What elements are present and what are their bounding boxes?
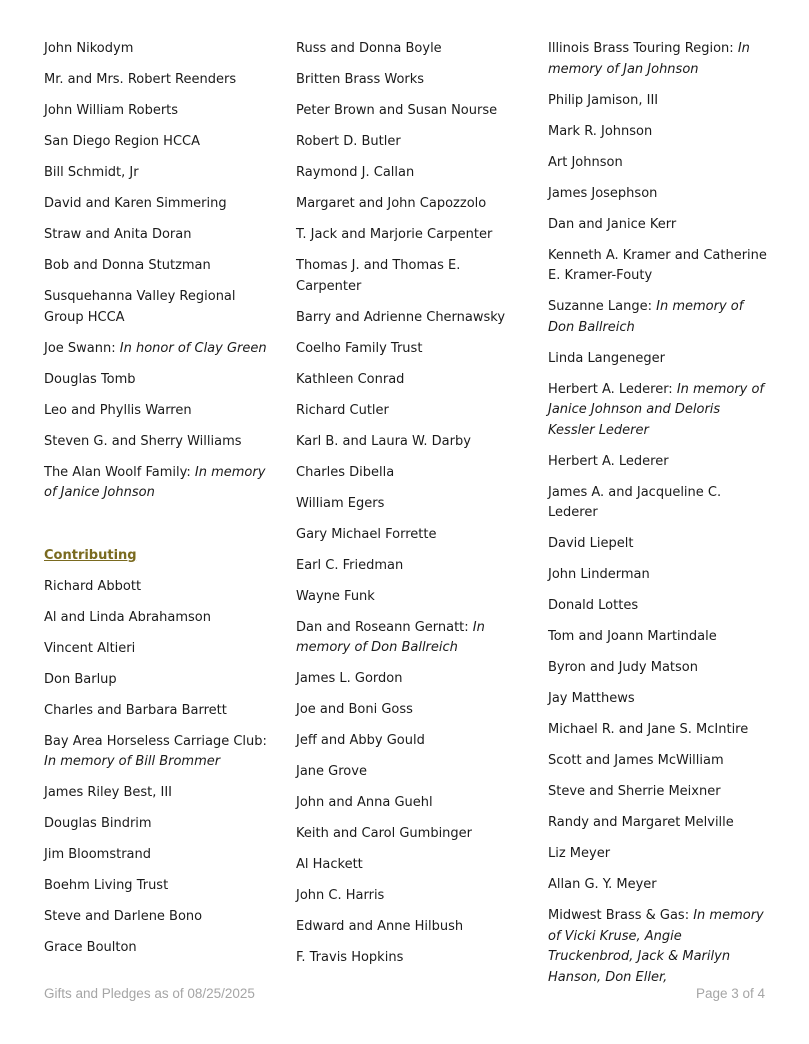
donor-entry [296,618,524,659]
donor-entry [548,452,770,473]
donor-entry [548,813,770,834]
donor-entry [44,938,272,959]
donor-entry [548,596,770,617]
donor-dedication: In memory of Don Ballreich [296,619,485,655]
donor-entry [296,886,524,907]
donor-name: Al Hackett [296,857,363,872]
donor-name: Don Barlup [44,671,117,687]
donor-entry [548,297,770,338]
donor-name: Tom and Joann Martindale [548,629,717,644]
donor-entry [44,577,272,598]
donor-entry [548,565,770,586]
donor-name: Bay Area Horseless Carriage Club: [44,733,267,749]
donor-list [44,39,272,504]
donor-entry [44,370,272,391]
donor-entry [44,39,272,60]
donor-name: San Diego Region HCCA [44,134,201,149]
donor-name: Steve and Darlene Bono [44,909,203,924]
donor-entry [296,525,524,546]
donor-name: Bob and Donna Stutzman [44,258,211,273]
donor-name: The Alan Woolf Family: [44,464,195,480]
donor-name: Boehm Living Trust [44,878,169,893]
donor-name: Steven G. and Sherry Williams [44,433,242,449]
donor-entry [44,101,272,122]
donor-entry [296,463,524,484]
donor-name: Art Johnson [548,154,623,170]
donor-entry [548,122,770,143]
donor-entry [296,587,524,608]
donor-name: John Nikodym [44,41,134,56]
donor-entry [44,701,272,722]
donor-entry [296,731,524,752]
donor-entry [296,401,524,422]
donor-name: John William Roberts [44,103,179,118]
donor-name: Bill Schmidt, Jr [44,165,139,180]
donor-name: Jim Bloomstrand [44,847,152,862]
donor-name: Jane Grove [296,764,367,779]
donor-name: Gary Michael Forrette [296,526,437,542]
donor-name: John Linderman [548,567,650,582]
section-heading-contributing: Contributing [44,547,137,563]
donor-name: Vincent Altieri [44,640,136,656]
donor-name: John C. Harris [296,888,385,903]
donor-entry [296,556,524,577]
donor-dedication: In memory of Jan Johnson [548,41,750,77]
donor-entry [296,432,524,453]
donor-name: Richard Cutler [296,402,389,418]
donor-entry [44,194,272,215]
donor-entry [548,627,770,648]
donor-name: Scott and James McWilliam [548,753,724,768]
donor-entry [44,70,272,91]
donor-name: Wayne Funk [296,588,375,604]
donor-name: Grace Boulton [44,940,137,955]
donor-entry [296,494,524,515]
donor-entry [44,256,272,277]
donor-entry [296,855,524,876]
donor-entry [548,215,770,236]
donor-name: Douglas Bindrim [44,816,152,831]
donor-name: Robert D. Butler [296,134,401,149]
donor-name: Randy and Margaret Melville [548,815,734,830]
donor-name: Herbert A. Lederer [548,453,669,469]
donor-name: David and Karen Simmering [44,196,227,211]
donor-entry [44,339,272,360]
donor-name: Earl C. Friedman [296,557,404,573]
donor-name: Herbert A. Lederer: [548,381,677,397]
donor-name: Karl B. and Laura W. Darby [296,433,471,449]
donor-entry [44,639,272,660]
donor-entry [548,534,770,555]
donor-entry [44,132,272,153]
donor-name: Edward and Anne Hilbush [296,919,464,934]
donor-name: Straw and Anita Doran [44,227,192,242]
donor-entry [548,246,770,287]
donor-name: Philip Jamison, III [548,92,659,108]
donor-entry [548,782,770,803]
donor-entry [548,906,770,988]
donor-column-1 [44,39,272,969]
donor-entry [548,184,770,205]
donor-name: Linda Langeneger [548,350,665,366]
donor-entry [548,875,770,896]
donor-entry [296,700,524,721]
donor-name: Richard Abbott [44,578,142,594]
donor-entry [44,463,272,504]
donor-entry [548,720,770,741]
donor-name: Dan and Roseann Gernatt: [296,619,473,635]
donor-entry [548,91,770,112]
donor-name: Allan G. Y. Meyer [548,877,657,892]
donor-entry [44,814,272,835]
donor-entry [44,432,272,453]
donor-entry [44,401,272,422]
donor-entry [44,225,272,246]
donor-entry [548,380,770,442]
donor-entry [296,793,524,814]
donor-entry [44,845,272,866]
donor-entry [296,256,524,297]
donor-name: Kathleen Conrad [296,371,405,387]
donor-entry [44,783,272,804]
donor-entry [296,370,524,391]
donor-list [548,39,770,988]
donor-entry [44,287,272,328]
donor-entry [296,39,524,60]
donor-dedication: In honor of Clay Green [119,340,267,356]
donor-name: Coelho Family Trust [296,340,423,356]
donor-name: Steve and Sherrie Meixner [548,784,721,799]
donor-entry [296,948,524,969]
donor-name: Charles and Barbara Barrett [44,702,227,718]
donor-entry [296,225,524,246]
donor-name: Joe Swann: [44,340,120,356]
donor-name: F. Travis Hopkins [296,950,404,965]
donor-name: Charles Dibella [296,464,395,480]
donor-entry [296,339,524,360]
donor-name: Dan and Janice Kerr [548,216,677,232]
donor-entry [548,689,770,710]
donor-name: Susquehanna Valley Regional Group HCCA [44,289,236,325]
donor-entry [296,101,524,122]
donor-name: Raymond J. Callan [296,165,415,180]
donor-dedication: In memory of Vicki Kruse, Angie Truckenbrod, Jack & Marilyn Hanson, Don Eller, [548,908,764,985]
donor-column-3 [548,39,770,999]
donor-name: T. Jack and Marjorie Carpenter [296,227,493,242]
donor-entry [296,824,524,845]
donor-name: William Egers [296,495,385,511]
donor-entry [44,608,272,629]
donor-name: Leo and Phyllis Warren [44,402,192,418]
donor-dedication: In memory of Don Ballreich [548,299,744,335]
donor-entry [548,658,770,679]
donor-name: Suzanne Lange: [548,299,657,314]
donor-name: James L. Gordon [296,671,403,686]
donor-entry [296,70,524,91]
donor-entry [296,308,524,329]
donor-name: Joe and Boni Goss [296,702,413,717]
footer-date: Gifts and Pledges as of 08/25/2025 [44,986,255,1001]
donor-entry [44,907,272,928]
donor-name: Jay Matthews [548,691,635,706]
donor-name: Donald Lottes [548,598,639,613]
donor-entry [548,153,770,174]
donor-entry [44,876,272,897]
donor-entry [296,132,524,153]
donor-name: Britten Brass Works [296,72,425,87]
donor-entry [548,751,770,772]
donor-name: Liz Meyer [548,846,611,861]
donor-name: Byron and Judy Matson [548,660,698,675]
donor-entry [548,349,770,370]
donor-entry [44,732,272,773]
donor-name: Margaret and John Capozzolo [296,196,487,211]
donor-name: Al and Linda Abrahamson [44,609,211,625]
donor-entry [44,670,272,691]
donor-name: John and Anna Guehl [296,795,433,810]
donor-name: James Riley Best, III [44,785,173,800]
donor-dedication: In memory of Janice Johnson [44,464,266,500]
donor-name: Russ and Donna Boyle [296,41,442,56]
donor-name: Thomas J. and Thomas E. Carpenter [296,258,461,294]
donor-list [296,39,524,969]
donor-name: Michael R. and Jane S. McIntire [548,722,749,737]
donor-entry [548,483,770,524]
donor-name: Keith and Carol Gumbinger [296,826,473,841]
donor-name: James A. and Jacqueline C. Lederer [548,484,722,520]
donor-name: Kenneth A. Kramer and Catherine E. Kramer-Fouty [548,247,767,283]
donor-dedication: In memory of Janice Johnson and Deloris Kessler Lederer [548,381,765,438]
donor-entry [44,163,272,184]
donor-entry [548,39,770,80]
donor-entry [296,762,524,783]
donor-entry [548,844,770,865]
donor-name: Illinois Brass Touring Region: [548,41,738,56]
donor-entry [296,917,524,938]
donor-name: James Josephson [548,185,658,201]
donor-name: David Liepelt [548,536,634,551]
footer-page-number: Page 3 of 4 [695,986,765,1001]
donor-name: Douglas Tomb [44,371,136,387]
donor-name: Peter Brown and Susan Nourse [296,103,498,118]
donor-name: Mark R. Johnson [548,123,653,139]
donor-name: Midwest Brass & Gas: [548,908,694,923]
donor-dedication: In memory of Bill Brommer [44,754,221,769]
donor-column-2 [296,39,524,979]
donor-name: Mr. and Mrs. Robert Reenders [44,72,237,87]
donor-entry [296,669,524,690]
donor-list-contributing [44,577,272,959]
donor-name: Barry and Adrienne Chernawsky [296,309,506,325]
donor-entry [296,163,524,184]
donor-name: Jeff and Abby Gould [296,733,425,748]
donor-entry [296,194,524,215]
